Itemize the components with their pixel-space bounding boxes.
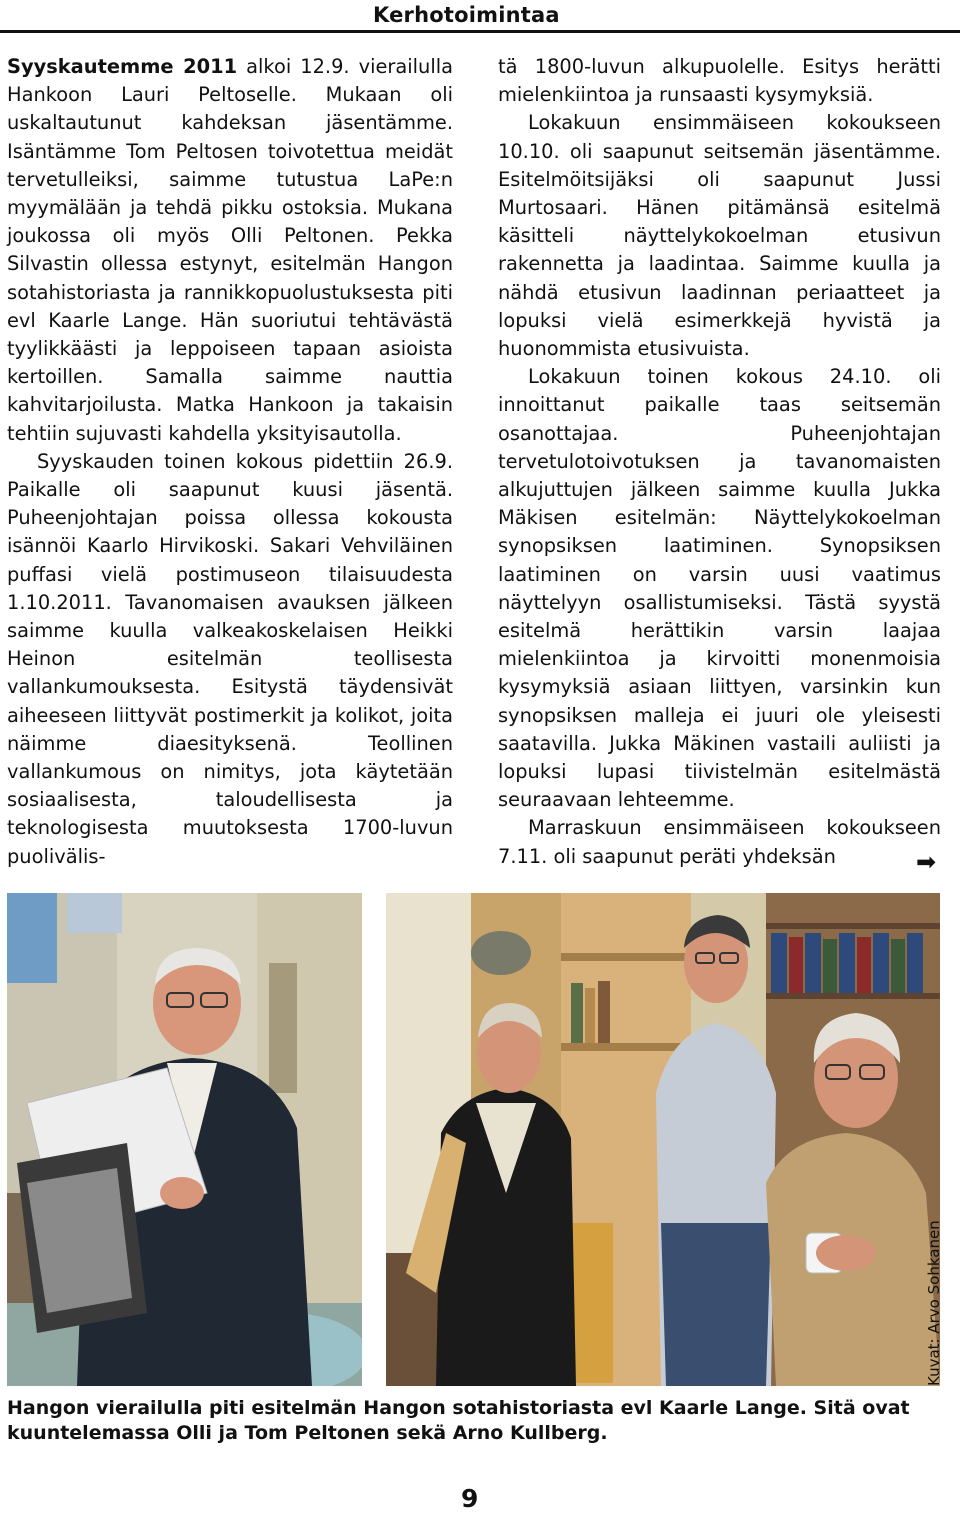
photo-caption: Hangon vierailulla piti esitelmän Hangon sotahistoriasta evl Kaarle Lange. Sitä ovat kuuntelemassa Olli ja Tom Peltonen sekä Arno Kullberg. (7, 1397, 910, 1444)
paragraph-continuation: tä 1800-luvun alkupuolelle. Esitys herätti mielenkiintoa ja runsaasti kysymyksiä. (498, 55, 941, 107)
section-header: Kerhotoimintaa (373, 3, 560, 27)
paragraph-marraskuu: Marraskuun ensimmäiseen kokoukseen 7.11. oli saapunut peräti yhdeksän (498, 816, 941, 868)
article-left-column (7, 53, 453, 871)
photo-lecturer-image (7, 893, 362, 1386)
arrow-right-icon: ➡ (916, 848, 937, 876)
photo-credit: Kuvat: Arvo Sohkanen (925, 1220, 943, 1386)
photo-lecturer (7, 893, 362, 1386)
paragraph-syyskausi (7, 53, 453, 448)
paragraph-text: alkoi 12.9. vierailulla Hankoon Lauri Peltoselle. Mukaan oli uskaltautunut kahdeksan jäsentämme. Isäntämme Tom Peltosen toivotettua meidät tervetulleiksi, saimme tutustua LaPe:n myymälään ja tehdä pikku ostoksia. Mukana joukossa oli myös Olli Peltonen. Pekka Silvastin ollessa estynyt, esitelmän Hangon sotahistoriasta ja rannikkopuolustuksesta piti evl Kaarle Lange. Hän suoriutui tehtävästä tyylikkäästi ja leppoiseen tapaan asioista kertoillen. Samalla saimme nauttia kahvitarjoilusta. Matka Hankoon ja takaisin tehtiin sujuvasti kahdella yksityisautolla. (7, 55, 453, 445)
header-rule (0, 30, 960, 33)
paragraph-lokakuu-1: Lokakuun ensimmäiseen kokoukseen 10.10. oli saapunut seitsemän jäsentämme. Esitelmöitsijäksi oli saapunut Jussi Murtosaari. Hänen pitämänsä esitelmä käsitteli näyttelykokoelman etusivun rakennetta ja laadintaa. Saimme kuulla ja nähdä etusivun laadinnan periaatteet ja lopuksi vielä esimerkkejä hyvistä ja huonommista etusivuista. (498, 111, 941, 361)
paragraph-lokakuu-2: Lokakuun toinen kokous 24.10. oli innoittanut paikalle taas seitsemän osanottajaa. Puheenjohtajan tervetulotoivotuksen ja tavanomaisten alkujuttujen jälkeen saimme kuulla Jukka Mäkisen esitelmän: Näyttelykokoelman synopsiksen laatiminen. Synopsiksen laatiminen on varsin uusi vaatimus näyttelyyn osallistumiseksi. Tästä syystä esitelmä herättikin varsin laajaa mielenkiintoa ja kirvoitti monenmoisia kysymyksiä asiaan liittyen, varsinkin kun synopsiksen malleja ei juuri ole yleisesti saatavilla. Jukka Mäkinen vastaili auliisti ja lopuksi lupasi tiivistelmän esitelmästä seuraavaan lehteemme. (498, 365, 941, 812)
page-number: 9 (461, 1484, 479, 1513)
photo-audience (386, 893, 940, 1386)
paragraph-toinen-kokous: Syyskauden toinen kokous pidettiin 26.9. Paikalle oli saapunut kuusi jäsentä. Puheenjohtajan poissa ollessa kokousta isännöi Kaarlo Hirvikoski. Sakari Vehviläinen puffasi vielä postimuseon tilaisuudesta 1.10.2011. Tavanomaisen avauksen jälkeen saimme kuulla valkeakoskelaisen Heikki Heinon esitelmän teollisesta vallankumouksesta. Esitystä täydensivät aiheeseen liittyvät postimerkit ja kolikot, joita näimme diaesityksenä. Teollinen vallankumous on nimitys, jota käytetään sosiaalisesta, taloudellisesta ja teknologisesta muutoksesta 1700-luvun puolivälis- (7, 449, 453, 868)
lead-text: Syyskautemme 2011 (7, 55, 238, 78)
photo-audience-image (386, 893, 940, 1386)
article-right-column (498, 53, 941, 871)
